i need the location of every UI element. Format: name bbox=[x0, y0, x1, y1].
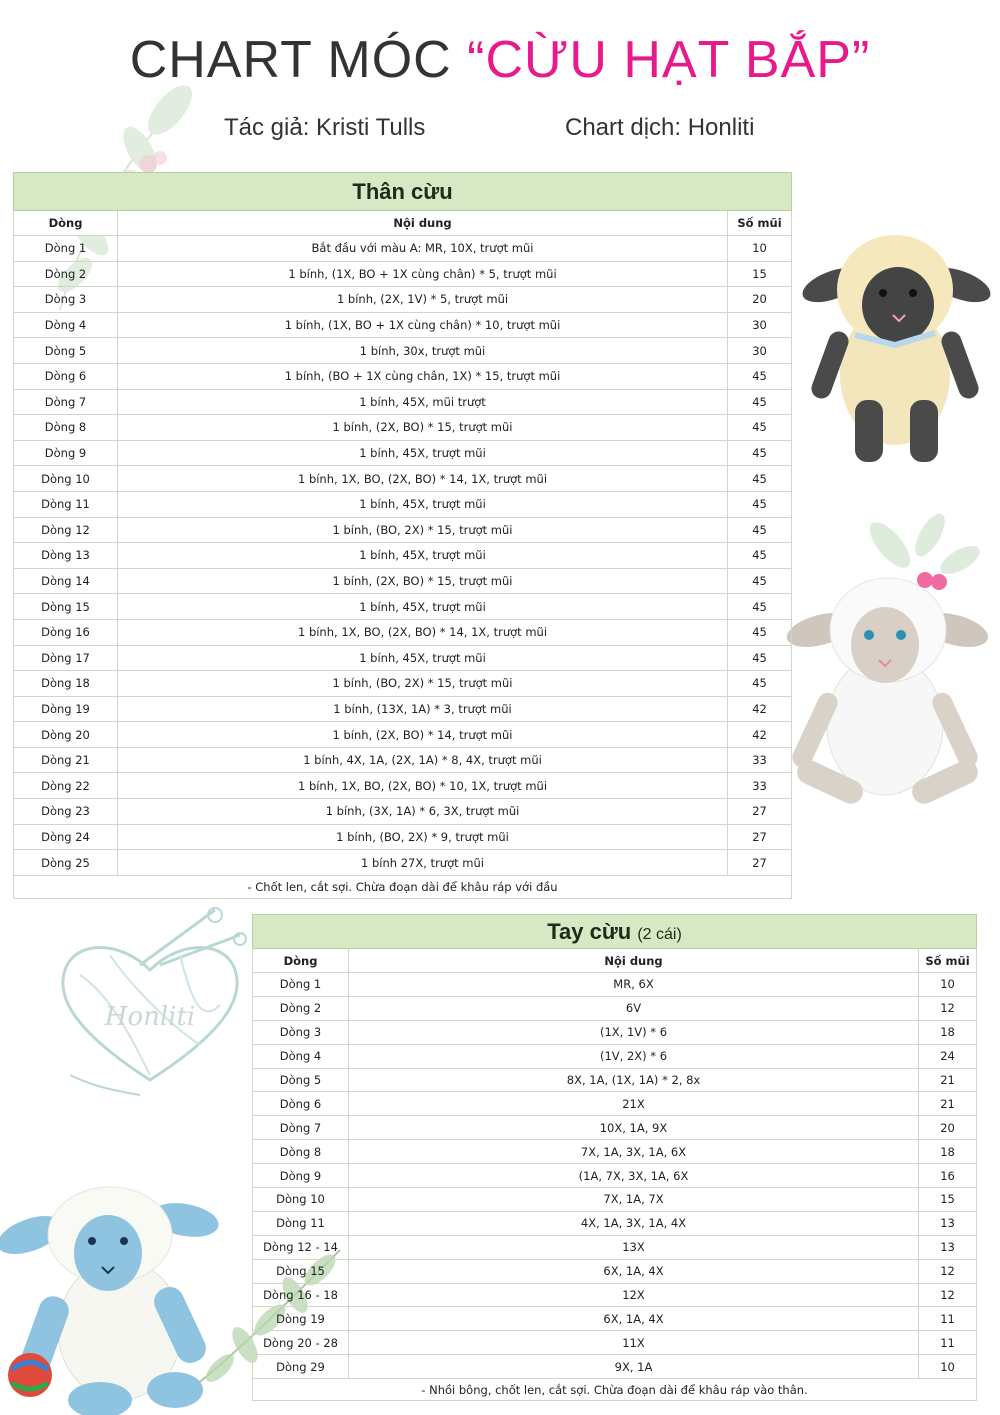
stitch-count-cell: 33 bbox=[728, 747, 792, 773]
row-content-cell: 1 bính, (1X, BO + 1X cùng chân) * 5, trượt mũi bbox=[118, 261, 728, 287]
row-content-cell: 1 bính, (BO + 1X cùng chân, 1X) * 15, trượt mũi bbox=[118, 363, 728, 389]
row-label-cell: Dòng 14 bbox=[14, 568, 118, 594]
row-label-cell: Dòng 8 bbox=[253, 1140, 349, 1164]
column-header-content: Nội dung bbox=[349, 949, 919, 973]
stitch-count-cell: 18 bbox=[919, 1140, 977, 1164]
row-content-cell: 1 bính, (13X, 1A) * 3, trượt mũi bbox=[118, 696, 728, 722]
row-content-cell: 1 bính, 45X, trượt mũi bbox=[118, 594, 728, 620]
row-content-cell: 1 bính, (BO, 2X) * 9, trượt mũi bbox=[118, 824, 728, 850]
row-label-cell: Dòng 12 - 14 bbox=[253, 1235, 349, 1259]
stitch-count-cell: 45 bbox=[728, 594, 792, 620]
stitch-count-cell: 12 bbox=[919, 1259, 977, 1283]
stitch-count-cell: 45 bbox=[728, 568, 792, 594]
row-label-cell: Dòng 17 bbox=[14, 645, 118, 671]
table-row bbox=[253, 1020, 977, 1044]
table-row bbox=[253, 1235, 977, 1259]
row-content-cell: 9X, 1A bbox=[349, 1355, 919, 1379]
stitch-count-cell: 42 bbox=[728, 696, 792, 722]
row-label-cell: Dòng 15 bbox=[253, 1259, 349, 1283]
table-row bbox=[253, 1331, 977, 1355]
row-label-cell: Dòng 5 bbox=[253, 1068, 349, 1092]
table-row bbox=[14, 799, 792, 825]
table-row bbox=[253, 1044, 977, 1068]
row-content-cell: (1A, 7X, 3X, 1A, 6X bbox=[349, 1164, 919, 1188]
stitch-count-cell: 10 bbox=[728, 236, 792, 262]
table-row bbox=[14, 568, 792, 594]
table-note: - Chốt len, cắt sợi. Chừa đoạn dài để khâu ráp với đầu bbox=[14, 875, 792, 898]
table-title-sub: (2 cái) bbox=[637, 925, 682, 943]
table-row bbox=[253, 973, 977, 997]
table-row bbox=[253, 1140, 977, 1164]
row-content-cell: 1 bính, (3X, 1A) * 6, 3X, trượt mũi bbox=[118, 799, 728, 825]
row-content-cell: 1 bính, 45X, trượt mũi bbox=[118, 440, 728, 466]
row-content-cell: 10X, 1A, 9X bbox=[349, 1116, 919, 1140]
row-label-cell: Dòng 8 bbox=[14, 415, 118, 441]
row-label-cell: Dòng 3 bbox=[253, 1020, 349, 1044]
row-label-cell: Dòng 1 bbox=[253, 973, 349, 997]
table-row bbox=[14, 363, 792, 389]
column-header-content: Nội dung bbox=[118, 211, 728, 236]
column-header-stitches: Số mũi bbox=[919, 949, 977, 973]
stitch-count-cell: 42 bbox=[728, 722, 792, 748]
row-content-cell: (1X, 1V) * 6 bbox=[349, 1020, 919, 1044]
gray-sheep-photo bbox=[795, 225, 995, 470]
row-content-cell: 1 bính, (BO, 2X) * 15, trượt mũi bbox=[118, 671, 728, 697]
row-label-cell: Dòng 1 bbox=[14, 236, 118, 262]
title-prefix: CHART MÓC bbox=[129, 31, 468, 89]
row-label-cell: Dòng 21 bbox=[14, 747, 118, 773]
row-label-cell: Dòng 18 bbox=[14, 671, 118, 697]
row-label-cell: Dòng 6 bbox=[253, 1092, 349, 1116]
row-content-cell: 13X bbox=[349, 1235, 919, 1259]
row-content-cell: 11X bbox=[349, 1331, 919, 1355]
stitch-count-cell: 13 bbox=[919, 1211, 977, 1235]
row-content-cell: 1 bính, 30x, trượt mũi bbox=[118, 338, 728, 364]
table-row bbox=[14, 722, 792, 748]
row-label-cell: Dòng 29 bbox=[253, 1355, 349, 1379]
table-row bbox=[253, 1164, 977, 1188]
table-row bbox=[253, 1211, 977, 1235]
row-content-cell: 8X, 1A, (1X, 1A) * 2, 8x bbox=[349, 1068, 919, 1092]
stitch-count-cell: 45 bbox=[728, 543, 792, 569]
row-label-cell: Dòng 12 bbox=[14, 517, 118, 543]
stitch-count-cell: 45 bbox=[728, 671, 792, 697]
table-row bbox=[253, 1092, 977, 1116]
stitch-count-cell: 15 bbox=[919, 1188, 977, 1212]
table-row bbox=[14, 696, 792, 722]
row-content-cell: 1 bính, (2X, 1V) * 5, trượt mũi bbox=[118, 287, 728, 313]
table-row bbox=[14, 594, 792, 620]
table-row bbox=[14, 287, 792, 313]
row-content-cell: 12X bbox=[349, 1283, 919, 1307]
stitch-count-cell: 45 bbox=[728, 363, 792, 389]
logo-text: Honliti bbox=[104, 1002, 196, 1032]
row-content-cell: 1 bính, 45X, trượt mũi bbox=[118, 491, 728, 517]
stitch-count-cell: 30 bbox=[728, 338, 792, 364]
stitch-count-cell: 20 bbox=[919, 1116, 977, 1140]
row-content-cell: 6X, 1A, 4X bbox=[349, 1259, 919, 1283]
stitch-count-cell: 27 bbox=[728, 824, 792, 850]
stitch-count-cell: 20 bbox=[728, 287, 792, 313]
table-row bbox=[14, 338, 792, 364]
row-label-cell: Dòng 4 bbox=[253, 1044, 349, 1068]
row-content-cell: 1 bính 27X, trượt mũi bbox=[118, 850, 728, 876]
table-row bbox=[14, 645, 792, 671]
row-label-cell: Dòng 19 bbox=[253, 1307, 349, 1331]
stitch-count-cell: 45 bbox=[728, 517, 792, 543]
row-content-cell: 1 bính, 45X, trượt mũi bbox=[118, 645, 728, 671]
table-row bbox=[253, 1068, 977, 1092]
title-highlight: “CỪU HẠT BẮP” bbox=[467, 31, 871, 89]
honliti-logo bbox=[50, 905, 250, 1100]
row-label-cell: Dòng 2 bbox=[253, 996, 349, 1020]
stitch-count-cell: 45 bbox=[728, 619, 792, 645]
table-row bbox=[14, 440, 792, 466]
row-content-cell: 21X bbox=[349, 1092, 919, 1116]
row-label-cell: Dòng 7 bbox=[253, 1116, 349, 1140]
stitch-count-cell: 18 bbox=[919, 1020, 977, 1044]
table-row bbox=[14, 491, 792, 517]
table-row bbox=[14, 619, 792, 645]
column-header-stitches: Số mũi bbox=[728, 211, 792, 236]
row-content-cell: Bắt đầu với màu A: MR, 10X, trượt mũi bbox=[118, 236, 728, 262]
arm-pattern-table bbox=[252, 914, 977, 1401]
table-title-main: Tay cừu bbox=[547, 918, 632, 944]
row-label-cell: Dòng 5 bbox=[14, 338, 118, 364]
table-row bbox=[14, 671, 792, 697]
body-pattern-table bbox=[13, 172, 792, 899]
row-label-cell: Dòng 22 bbox=[14, 773, 118, 799]
stitch-count-cell: 10 bbox=[919, 1355, 977, 1379]
table-row bbox=[14, 773, 792, 799]
row-label-cell: Dòng 2 bbox=[14, 261, 118, 287]
row-content-cell: 4X, 1A, 3X, 1A, 4X bbox=[349, 1211, 919, 1235]
row-content-cell: (1V, 2X) * 6 bbox=[349, 1044, 919, 1068]
table-row bbox=[253, 1307, 977, 1331]
table-row bbox=[253, 996, 977, 1020]
table-row bbox=[253, 1116, 977, 1140]
translator-credit: Chart dịch: Honliti bbox=[565, 114, 755, 141]
stitch-count-cell: 45 bbox=[728, 466, 792, 492]
stitch-count-cell: 27 bbox=[728, 850, 792, 876]
row-content-cell: 1 bính, 1X, BO, (2X, BO) * 14, 1X, trượt mũi bbox=[118, 466, 728, 492]
table-row bbox=[253, 1259, 977, 1283]
row-content-cell: 7X, 1A, 7X bbox=[349, 1188, 919, 1212]
row-label-cell: Dòng 6 bbox=[14, 363, 118, 389]
stitch-count-cell: 11 bbox=[919, 1307, 977, 1331]
row-content-cell: 1 bính, 45X, trượt mũi bbox=[118, 543, 728, 569]
table-row bbox=[14, 824, 792, 850]
row-label-cell: Dòng 7 bbox=[14, 389, 118, 415]
table-row bbox=[14, 517, 792, 543]
stitch-count-cell: 15 bbox=[728, 261, 792, 287]
stitch-count-cell: 27 bbox=[728, 799, 792, 825]
stitch-count-cell: 30 bbox=[728, 312, 792, 338]
row-label-cell: Dòng 9 bbox=[14, 440, 118, 466]
table-row bbox=[14, 543, 792, 569]
row-content-cell: MR, 6X bbox=[349, 973, 919, 997]
column-header-row: Dòng bbox=[14, 211, 118, 236]
stitch-count-cell: 45 bbox=[728, 491, 792, 517]
table-row bbox=[14, 466, 792, 492]
stitch-count-cell: 10 bbox=[919, 973, 977, 997]
table-row bbox=[253, 1283, 977, 1307]
author-credit: Tác giả: Kristi Tulls bbox=[224, 114, 426, 141]
stitch-count-cell: 21 bbox=[919, 1092, 977, 1116]
white-sheep-photo bbox=[785, 560, 990, 840]
table-row bbox=[14, 415, 792, 441]
stitch-count-cell: 21 bbox=[919, 1068, 977, 1092]
row-label-cell: Dòng 3 bbox=[14, 287, 118, 313]
table-note: - Nhồi bông, chốt len, cắt sợi. Chừa đoạn dài để khâu ráp vào thân. bbox=[253, 1379, 977, 1401]
stitch-count-cell: 12 bbox=[919, 996, 977, 1020]
table-title: Thân cừu bbox=[14, 173, 792, 211]
row-content-cell: 1 bính, 1X, BO, (2X, BO) * 10, 1X, trượt mũi bbox=[118, 773, 728, 799]
row-label-cell: Dòng 19 bbox=[14, 696, 118, 722]
row-label-cell: Dòng 9 bbox=[253, 1164, 349, 1188]
row-label-cell: Dòng 23 bbox=[14, 799, 118, 825]
stitch-count-cell: 33 bbox=[728, 773, 792, 799]
row-content-cell: 1 bính, (1X, BO + 1X cùng chân) * 10, trượt mũi bbox=[118, 312, 728, 338]
table-row bbox=[14, 747, 792, 773]
row-label-cell: Dòng 11 bbox=[253, 1211, 349, 1235]
row-label-cell: Dòng 11 bbox=[14, 491, 118, 517]
table-title bbox=[253, 915, 977, 949]
row-label-cell: Dòng 16 - 18 bbox=[253, 1283, 349, 1307]
stitch-count-cell: 45 bbox=[728, 440, 792, 466]
row-label-cell: Dòng 16 bbox=[14, 619, 118, 645]
table-row bbox=[14, 389, 792, 415]
row-content-cell: 7X, 1A, 3X, 1A, 6X bbox=[349, 1140, 919, 1164]
row-content-cell: 1 bính, (2X, BO) * 15, trượt mũi bbox=[118, 415, 728, 441]
row-label-cell: Dòng 4 bbox=[14, 312, 118, 338]
stitch-count-cell: 45 bbox=[728, 415, 792, 441]
table-row bbox=[253, 1188, 977, 1212]
row-label-cell: Dòng 24 bbox=[14, 824, 118, 850]
table-row bbox=[14, 312, 792, 338]
table-row bbox=[14, 236, 792, 262]
row-label-cell: Dòng 20 bbox=[14, 722, 118, 748]
row-content-cell: 6V bbox=[349, 996, 919, 1020]
row-label-cell: Dòng 25 bbox=[14, 850, 118, 876]
stitch-count-cell: 24 bbox=[919, 1044, 977, 1068]
stitch-count-cell: 16 bbox=[919, 1164, 977, 1188]
row-content-cell: 1 bính, 4X, 1A, (2X, 1A) * 8, 4X, trượt mũi bbox=[118, 747, 728, 773]
row-content-cell: 6X, 1A, 4X bbox=[349, 1307, 919, 1331]
row-content-cell: 1 bính, 1X, BO, (2X, BO) * 14, 1X, trượt mũi bbox=[118, 619, 728, 645]
row-content-cell: 1 bính, (BO, 2X) * 15, trượt mũi bbox=[118, 517, 728, 543]
stitch-count-cell: 13 bbox=[919, 1235, 977, 1259]
stitch-count-cell: 11 bbox=[919, 1331, 977, 1355]
table-row bbox=[253, 1355, 977, 1379]
row-label-cell: Dòng 10 bbox=[14, 466, 118, 492]
table-row bbox=[14, 850, 792, 876]
stitch-count-cell: 45 bbox=[728, 645, 792, 671]
row-label-cell: Dòng 10 bbox=[253, 1188, 349, 1212]
row-content-cell: 1 bính, 45X, mũi trượt bbox=[118, 389, 728, 415]
row-content-cell: 1 bính, (2X, BO) * 14, trượt mũi bbox=[118, 722, 728, 748]
row-label-cell: Dòng 13 bbox=[14, 543, 118, 569]
blue-sheep-photo bbox=[0, 1175, 240, 1415]
stitch-count-cell: 45 bbox=[728, 389, 792, 415]
row-content-cell: 1 bính, (2X, BO) * 15, trượt mũi bbox=[118, 568, 728, 594]
column-header-row: Dòng bbox=[253, 949, 349, 973]
row-label-cell: Dòng 20 - 28 bbox=[253, 1331, 349, 1355]
stitch-count-cell: 12 bbox=[919, 1283, 977, 1307]
row-label-cell: Dòng 15 bbox=[14, 594, 118, 620]
table-row bbox=[14, 261, 792, 287]
